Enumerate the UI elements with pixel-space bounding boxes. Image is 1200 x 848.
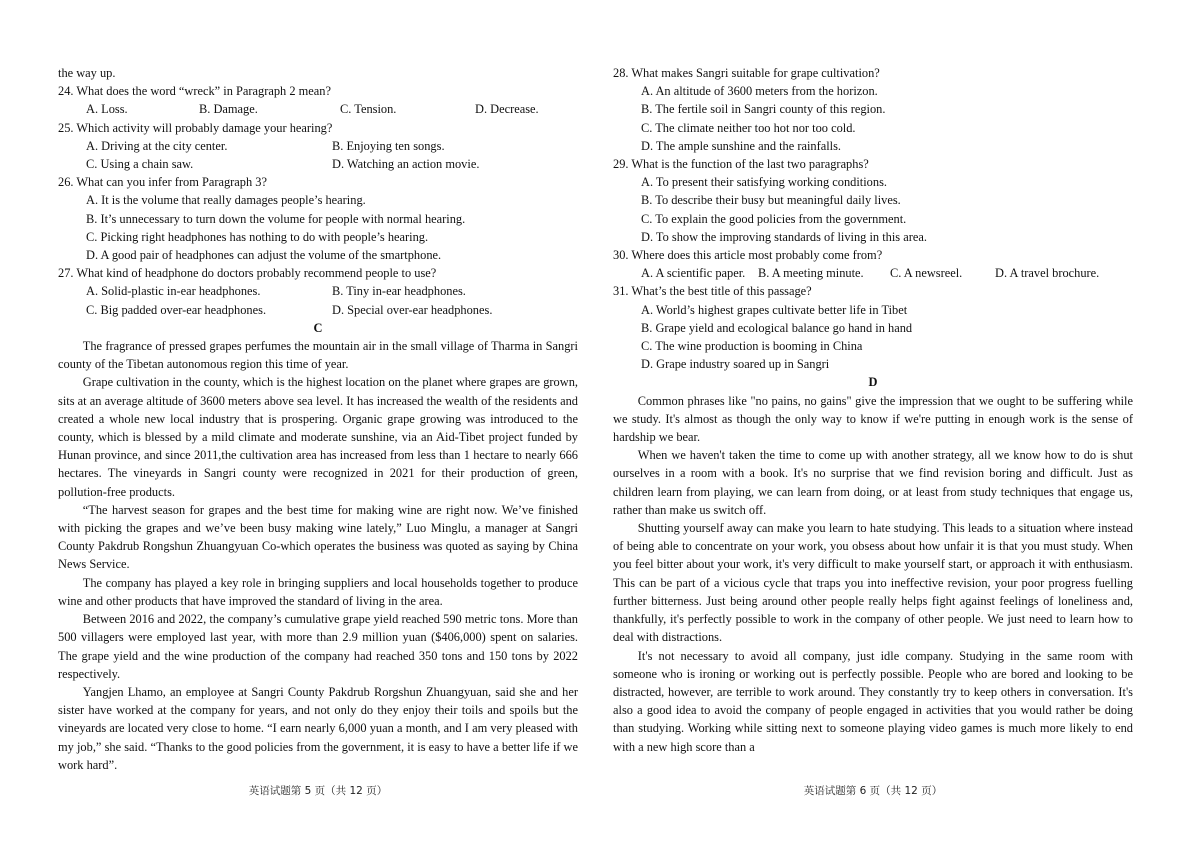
q29-option-c: C. To explain the good policies from the government. [641,211,907,226]
q27-option-a: A. Solid-plastic in-ear headphones. [86,284,261,299]
q26-option-b: B. It’s unnecessary to turn down the volume for people with normal hearing. [86,211,466,226]
page-footer-left: 英语试题第 5 页（共 12 页） [248,785,388,797]
question-24-stem: 24. What does the word “wreck” in Paragraph 2 mean? [58,84,331,99]
left-page [58,0,578,848]
q28-option-a: A. An altitude of 3600 meters from the horizon. [641,84,878,99]
q27-option-c: C. Big padded over-ear headphones. [86,302,267,317]
q28-option-c: C. The climate neither too hot nor too cold. [641,120,856,135]
passage-d-paragraph-1: Common phrases like "no pains, no gains" give the impression that we ought to be suffering while we study. It's almost as though the only way to know if we're putting in enough work is the sense of hardship we bear. [613,393,1133,445]
q25-option-d: D. Watching an action movie. [332,157,480,172]
q31-option-b: B. Grape yield and ecological balance go hand in hand [641,320,913,335]
q24-option-d: D. Decrease. [475,102,539,117]
q25-option-b: B. Enjoying ten songs. [332,138,445,153]
question-30-options [613,264,1133,282]
q28-option-b: B. The fertile soil in Sangri county of this region. [641,102,886,117]
q27-option-d: D. Special over-ear headphones. [332,302,493,317]
passage-d-paragraph-3: Shutting yourself away can make you learn to hate studying. This leads to a situation where instead of being able to concentrate on your work, you obsess about how unfair it is that you must study. When you feel bitter about your work, it's very difficult to make yourself start, or approach it with enthusiasm. This can be part of a vicious cycle that traps you into ineffective revision, your poor progress fuelling further bitterness. Just being around other people really helps fight against feelings of loneliness and, thankfully, it's perfectly possible to work in the company of other people. We just need to learn how to deal with distractions. [613,521,1133,645]
section-heading-d: D [868,375,878,390]
page-footer-right: 英语试题第 6 页（共 12 页） [803,785,943,797]
q30-option-b: B. A meeting minute. [758,266,864,281]
question-27-options-cd [58,301,578,319]
q29-option-b: B. To describe their busy but meaningful daily lives. [641,193,901,208]
q27-option-b: B. Tiny in-ear headphones. [332,284,466,299]
q26-option-c: C. Picking right headphones has nothing to do with people’s hearing. [86,229,429,244]
question-25-options-cd [58,155,578,173]
q28-option-d: D. The ample sunshine and the rainfalls. [641,138,842,153]
passage-c-paragraph-2: Grape cultivation in the county, which is the highest location on the planet where grapes are grown, sits at an average altitude of 3600 meters above sea level. It has increased the wealth of the residents and created a whole new local industry that is prospering. Organic grape growing was introduced to the county, which is blessed by a mild climate and moderate sunshine, via an Aid-Tibet project funded by Hunan province, and since 2011,the cultivation area has increased from less than 1 hectare to nearly 666 hectares. The vineyards in Sangri county were recognized in 2021 for their production of green, pollution-free products. [58,375,578,499]
q26-option-d: D. A good pair of headphones can adjust the volume of the smartphone. [86,248,442,263]
q30-option-a: A. A scientific paper. [641,266,746,281]
question-26-stem: 26. What can you infer from Paragraph 3? [58,175,267,190]
question-28-stem: 28. What makes Sangri suitable for grape cultivation? [613,66,880,80]
q24-option-c: C. Tension. [340,102,397,117]
section-heading-c: C [313,320,323,335]
q26-option-a: A. It is the volume that really damages people’s hearing. [86,193,366,208]
passage-c-paragraph-3: “The harvest season for grapes and the best time for making wine are right now. We’ve finished with picking the grapes and we’ve been busy making wine lately,” Luo Minglu, a manager at Sangri County Pakdrub Rongshun Zhuangyuan Co-which operates the business was quoted as saying by China News Service. [58,502,578,572]
q29-option-a: A. To present their satisfying working conditions. [641,175,887,190]
question-25-stem: 25. Which activity will probably damage your hearing? [58,120,333,135]
question-25-options-ab [58,137,578,155]
q29-option-d: D. To show the improving standards of living in this area. [641,229,927,244]
question-30-stem: 30. Where does this article most probably come from? [613,248,883,263]
question-31-stem: 31. What’s the best title of this passage? [613,284,812,299]
q31-option-d: D. Grape industry soared up in Sangri [641,357,830,372]
passage-c-paragraph-4: The company has played a key role in bringing suppliers and local households together to produce wine and other products that have improved the standard of living in the area. [58,575,578,608]
right-page [613,0,1133,848]
q31-option-c: C. The wine production is booming in China [641,339,863,354]
q25-option-a: A. Driving at the city center. [86,138,228,153]
passage-c-paragraph-6: Yangjen Lhamo, an employee at Sangri County Pakdrub Rorgshun Zhuangyuan, said she and her sister have worked at the company for years, and not only do they enjoy their toils and spoils but the vineyards are located very close to home. “I earn nearly 6,000 yuan a month, and I am very pleased with my job,” she said. “Thanks to the good policies from the government, it is easy to have a better life if we work hard”. [58,684,578,772]
passage-d-paragraph-4: It's not necessary to avoid all company, just idle company. Studying in the same room with someone who is ironing or working out is perfectly possible. People who are bored and looking to be distracted, however, are terrible to work around. They constantly try to keep others in conversation. It's also a good idea to avoid the company of people engaged in activities that you would rather be doing than studying. Working while sitting next to someone playing video games is much more likely to end with a new high score than a [613,648,1133,754]
question-24-options [58,100,578,118]
q25-option-c: C. Using a chain saw. [86,157,194,172]
question-27-options-ab [58,282,578,300]
question-29-stem: 29. What is the function of the last two paragraphs? [613,157,869,172]
continuation-line: the way up. [58,66,116,80]
q24-option-a: A. Loss. [86,102,128,117]
question-27-stem: 27. What kind of headphone do doctors probably recommend people to use? [58,266,437,281]
passage-c-paragraph-1: The fragrance of pressed grapes perfumes the mountain air in the small village of Tharma in Sangri county of the Tibetan autonomous region this time of year. [58,339,578,372]
q30-option-c: C. A newsreel. [890,266,963,281]
q30-option-d: D. A travel brochure. [995,266,1100,281]
q24-option-b: B. Damage. [199,102,258,117]
passage-d-paragraph-2: When we haven't taken the time to come up with another strategy, all we know how to do is shut ourselves in a room with a book. It's no surprise that we find revision boring and difficult. Just as children learn from playing, we can learn from doing, or at least from study techniques that engage us, rather than make us switch off. [613,448,1133,517]
passage-c-paragraph-5: Between 2016 and 2022, the company’s cumulative grape yield reached 590 metric tons. More than 500 villagers were employed last year, with more than 2.9 million yuan ($406,000) spent on salaries. The grape yield and the wine production of the company had reached 350 tons and 150 tons by 2022 respectively. [58,612,578,681]
q31-option-a: A. World’s highest grapes cultivate better life in Tibet [641,302,908,317]
